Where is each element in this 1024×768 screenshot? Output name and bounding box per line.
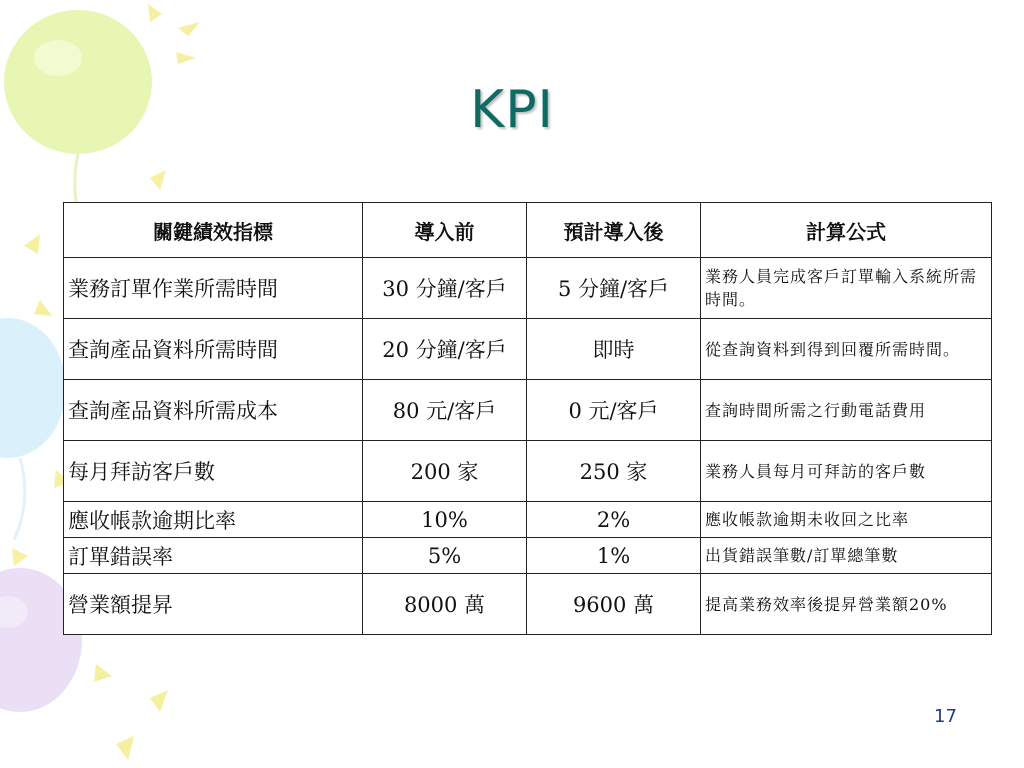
after-value-cell: 2% [527, 502, 701, 538]
balloon-blue-icon [0, 318, 66, 540]
after-value-cell: 5 分鐘/客戶 [527, 258, 701, 319]
table-header-row [64, 203, 992, 258]
after-value-cell: 即時 [527, 319, 701, 380]
table-row [64, 319, 992, 380]
column-header-metric: 關鍵績效指標 [64, 203, 363, 258]
metric-cell: 業務訂單作業所需時間 [64, 258, 363, 319]
kpi-table [63, 202, 992, 635]
after-value-cell: 0 元/客戶 [527, 380, 701, 441]
formula-cell: 提高業務效率後提昇營業額20% [701, 574, 992, 635]
column-header-formula: 計算公式 [701, 203, 992, 258]
metric-cell: 訂單錯誤率 [64, 538, 363, 574]
table-row [64, 258, 992, 319]
after-value-cell: 9600 萬 [527, 574, 701, 635]
table-row [64, 502, 992, 538]
formula-cell: 應收帳款逾期未收回之比率 [701, 502, 992, 538]
after-value-cell: 1% [527, 538, 701, 574]
table-row [64, 574, 992, 635]
before-value-cell: 80 元/客戶 [363, 380, 527, 441]
before-value-cell: 5% [363, 538, 527, 574]
before-value-cell: 30 分鐘/客戶 [363, 258, 527, 319]
after-value-cell: 250 家 [527, 441, 701, 502]
metric-cell: 查詢產品資料所需成本 [64, 380, 363, 441]
metric-cell: 營業額提昇 [64, 574, 363, 635]
before-value-cell: 8000 萬 [363, 574, 527, 635]
page-number: 17 [934, 706, 957, 727]
metric-cell: 查詢產品資料所需時間 [64, 319, 363, 380]
column-header-after: 預計導入後 [527, 203, 701, 258]
slide-title: KPI [470, 80, 554, 140]
table-row [64, 380, 992, 441]
formula-cell: 業務人員完成客戶訂單輸入系統所需時間。 [701, 258, 992, 319]
table-row [64, 441, 992, 502]
formula-cell: 業務人員每月可拜訪的客戶數 [701, 441, 992, 502]
formula-cell: 從查詢資料到得到回覆所需時間。 [701, 319, 992, 380]
before-value-cell: 200 家 [363, 441, 527, 502]
table-row [64, 538, 992, 574]
column-header-before: 導入前 [363, 203, 527, 258]
formula-cell: 出貨錯誤筆數/訂單總筆數 [701, 538, 992, 574]
formula-cell: 查詢時間所需之行動電話費用 [701, 380, 992, 441]
metric-cell: 應收帳款逾期比率 [64, 502, 363, 538]
metric-cell: 每月拜訪客戶數 [64, 441, 363, 502]
before-value-cell: 10% [363, 502, 527, 538]
before-value-cell: 20 分鐘/客戶 [363, 319, 527, 380]
